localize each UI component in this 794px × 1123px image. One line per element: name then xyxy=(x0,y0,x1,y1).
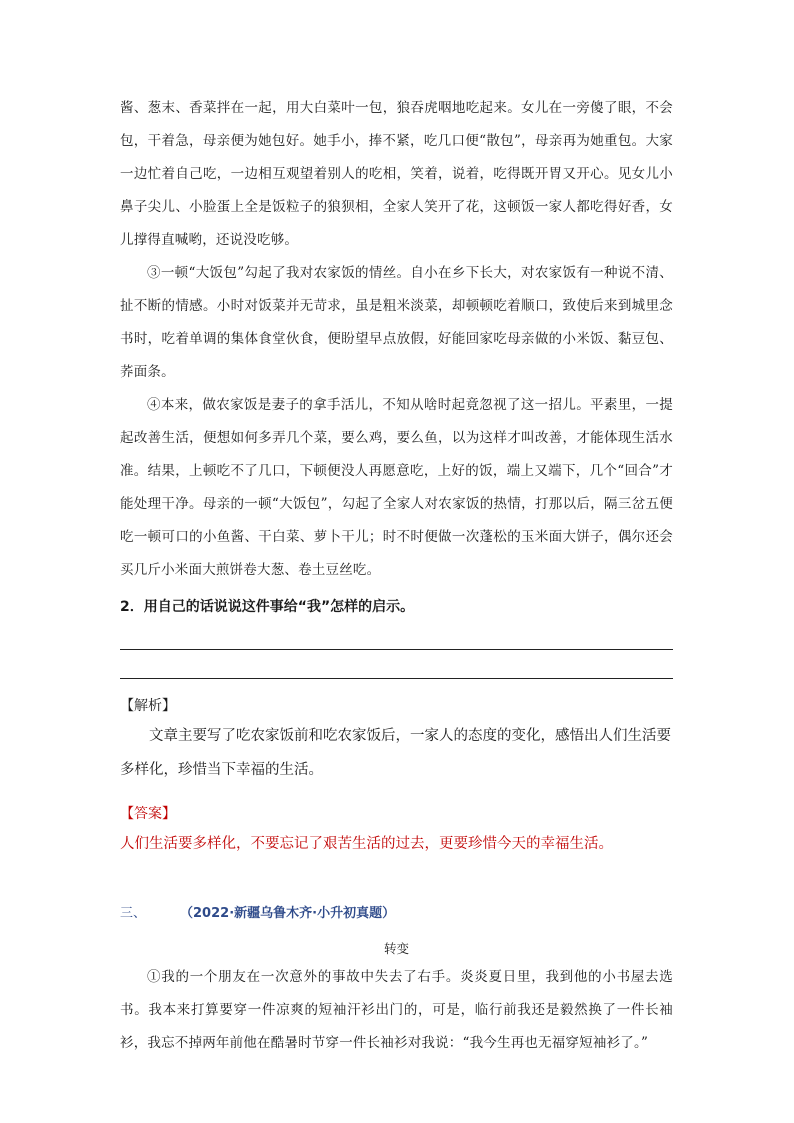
answer-label: 【答案】 xyxy=(120,806,176,822)
passage-paragraph-4: ④本来，做农家饭是妻子的拿手活儿，不知从啥时起竟忽视了这一招儿。平素里，一提起改善生活，便想如何多弄几个菜，要么鸡，要么鱼，以为这样才叫改善，才能体现生活水准。结果，上顿吃不了几口，下顿便没人再愿意吃，上好的饭，端上又端下，几个“回合”才能处理干净。母亲的一顿“大饭包”，勾起了全家人对农家饭的热情，打那以后，隔三岔五便吃一顿可口的小鱼酱、干白菜、萝卜干儿；时不时便做一次蓬松的玉米面大饼子，偶尔还会买几斤小米面大煎饼卷大葱、卷土豆丝吃。 xyxy=(120,397,673,578)
passage-paragraph-3: ③一顿“大饭包”勾起了我对农家饭的情丝。自小在乡下长大，对农家饭有一种说不清、扯不断的情感。小时对饭菜并无苛求，虽是粗米淡菜，却顿顿吃着顺口，致使后来到城里念书时，吃着单调的集体食堂伙食，便盼望早点放假，好能回家吃母亲做的小米饭、黏豆包、荞面条。 xyxy=(120,265,673,380)
passage-bottom-paragraph-1: ①我的一个朋友在一次意外的事故中失去了右手。炎炎夏日里，我到他的小书屋去选书。我本来打算要穿一件凉爽的短袖汗衫出门的，可是，临行前我还是毅然换了一件长袖衫，我忘不掉两年前他在酷暑时节穿一件长袖衫对我说：“我今生再也无福穿短袖衫了。” xyxy=(120,969,673,1051)
answer-line-1[interactable] xyxy=(120,621,673,650)
section-header xyxy=(120,901,673,927)
question-2: 2．用自己的话说说这件事给“我”怎样的启示。 xyxy=(120,599,415,615)
passage-title: 转变 xyxy=(383,941,409,956)
document-page xyxy=(120,92,673,1060)
section-source: （2022·新疆乌鲁木齐·小升初真题） xyxy=(180,906,396,921)
analysis-text: 文章主要写了吃农家饭前和吃农家饭后，一家人的态度的变化，感悟出人们生活要多样化，珍惜当下幸福的生活。 xyxy=(120,728,671,778)
section-number: 三、 xyxy=(120,906,147,921)
passage-paragraph-1: 酱、葱末、香菜拌在一起，用大白菜叶一包，狼吞虎咽地吃起来。女儿在一旁傻了眼，不会包，干着急，母亲便为她包好。她手小，捧不紧，吃几口便“散包”，母亲再为她重包。大家一边忙着自己吃，一边相互观望着别人的吃相，笑着，说着，吃得既开胃又开心。见女儿小鼻子尖儿、小脸蛋上全是饭粒子的狼狈相，全家人笑开了花，这顿饭一家人都吃得好香，女儿撑得直喊哟，还说没吃够。 xyxy=(120,100,673,248)
answer-line-2[interactable] xyxy=(120,650,673,679)
analysis-label: 【解析】 xyxy=(120,698,176,714)
answer-text: 人们生活要多样化，不要忘记了艰苦生活的过去，更要珍惜今天的幸福生活。 xyxy=(120,836,613,852)
